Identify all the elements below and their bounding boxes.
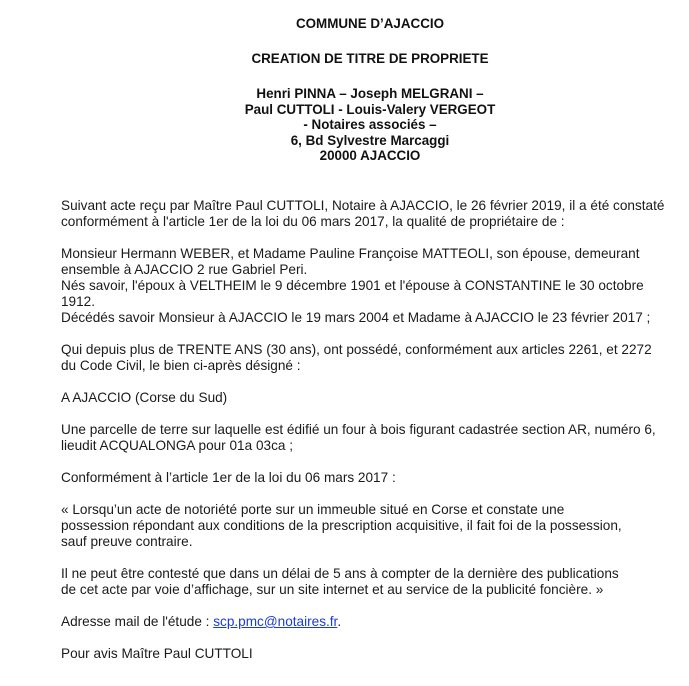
notaries-address-street: 6, Bd Sylvestre Marcaggi <box>290 132 450 148</box>
email-link[interactable]: scp.pmc@notaires.fr <box>213 614 338 629</box>
paragraph-email <box>61 614 681 630</box>
paragraph-parcel <box>61 422 681 454</box>
notaries-block <box>0 86 689 164</box>
paragraph-location <box>61 390 681 406</box>
text-line: lieudit ACQUALONGA pour 01a 03ca ; <box>61 438 293 453</box>
text-line: possession répondant aux conditions de la prescription acquisitive, il fait foi de la possession, <box>61 518 622 533</box>
commune-title: COMMUNE D’AJACCIO <box>295 16 445 31</box>
text-line: sauf preuve contraire. <box>61 534 193 549</box>
paragraph-law-quote <box>61 502 681 550</box>
email-suffix: . <box>337 614 342 629</box>
text-line: conformément à l'article 1er de la loi du 06 mars 2017, la qualité de propriétaire de : <box>61 214 565 229</box>
text-line: de cet acte par voie d’affichage, sur un site internet et au service de la publicité foncière. » <box>61 582 604 597</box>
text-line: Monsieur Hermann WEBER, et Madame Pauline Françoise MATTEOLI, son épouse, demeurant <box>61 246 640 261</box>
text-line: ensemble à AJACCIO 2 rue Gabriel Peri. <box>61 262 308 277</box>
notaries-line: Paul CUTTOLI - Louis-Valery VERGEOT <box>244 101 496 117</box>
notaries-line: Henri PINNA – Joseph MELGRANI – <box>256 86 484 101</box>
paragraph-owners <box>61 246 681 326</box>
paragraph-act-intro <box>61 198 681 230</box>
text-line: du Code Civil, le bien ci-après désigné : <box>61 358 301 373</box>
text-line: Décédés savoir Monsieur à AJACCIO le 19 mars 2004 et Madame à AJACCIO le 23 février 2017 ; <box>61 310 651 325</box>
text-line: 1912. <box>61 294 96 309</box>
text-line: « Lorsqu’un acte de notoriété porte sur un immeuble situé en Corse et constate une <box>61 502 565 517</box>
notaries-address-city: 20000 AJACCIO <box>319 148 421 163</box>
paragraph-law-reference <box>61 470 681 486</box>
text-line: Suivant acte reçu par Maître Paul CUTTOLI, Notaire à AJACCIO, le 26 février 2019, il a été constaté <box>61 198 665 213</box>
text-line: Il ne peut être contesté que dans un délai de 5 ans à compter de la dernière des publications <box>61 566 619 581</box>
signature <box>61 646 681 662</box>
text-line: Nés savoir, l'époux à VELTHEIM le 9 décembre 1901 et l'épouse à CONSTANTINE le 30 octobre <box>61 278 644 293</box>
notaries-line: - Notaires associés – <box>303 117 437 132</box>
text-line: Qui depuis plus de TRENTE ANS (30 ans), ont possédé, conformément aux articles 2261, et 2272 <box>61 342 652 357</box>
text-line: Une parcelle de terre sur laquelle est édifié un four à bois figurant cadastrée section AR, numéro 6, <box>61 422 656 437</box>
text-line: A AJACCIO (Corse du Sud) <box>61 390 228 405</box>
email-label: Adresse mail de l'étude : <box>61 614 214 629</box>
paragraph-possession <box>61 342 681 374</box>
text-line: Conformément à l’article 1er de la loi du 06 mars 2017 : <box>61 470 396 485</box>
signature-text: Pour avis Maître Paul CUTTOLI <box>61 646 253 661</box>
document-body <box>61 198 681 678</box>
paragraph-contest-period <box>61 566 681 598</box>
document-title: CREATION DE TITRE DE PROPRIETE <box>251 51 489 66</box>
